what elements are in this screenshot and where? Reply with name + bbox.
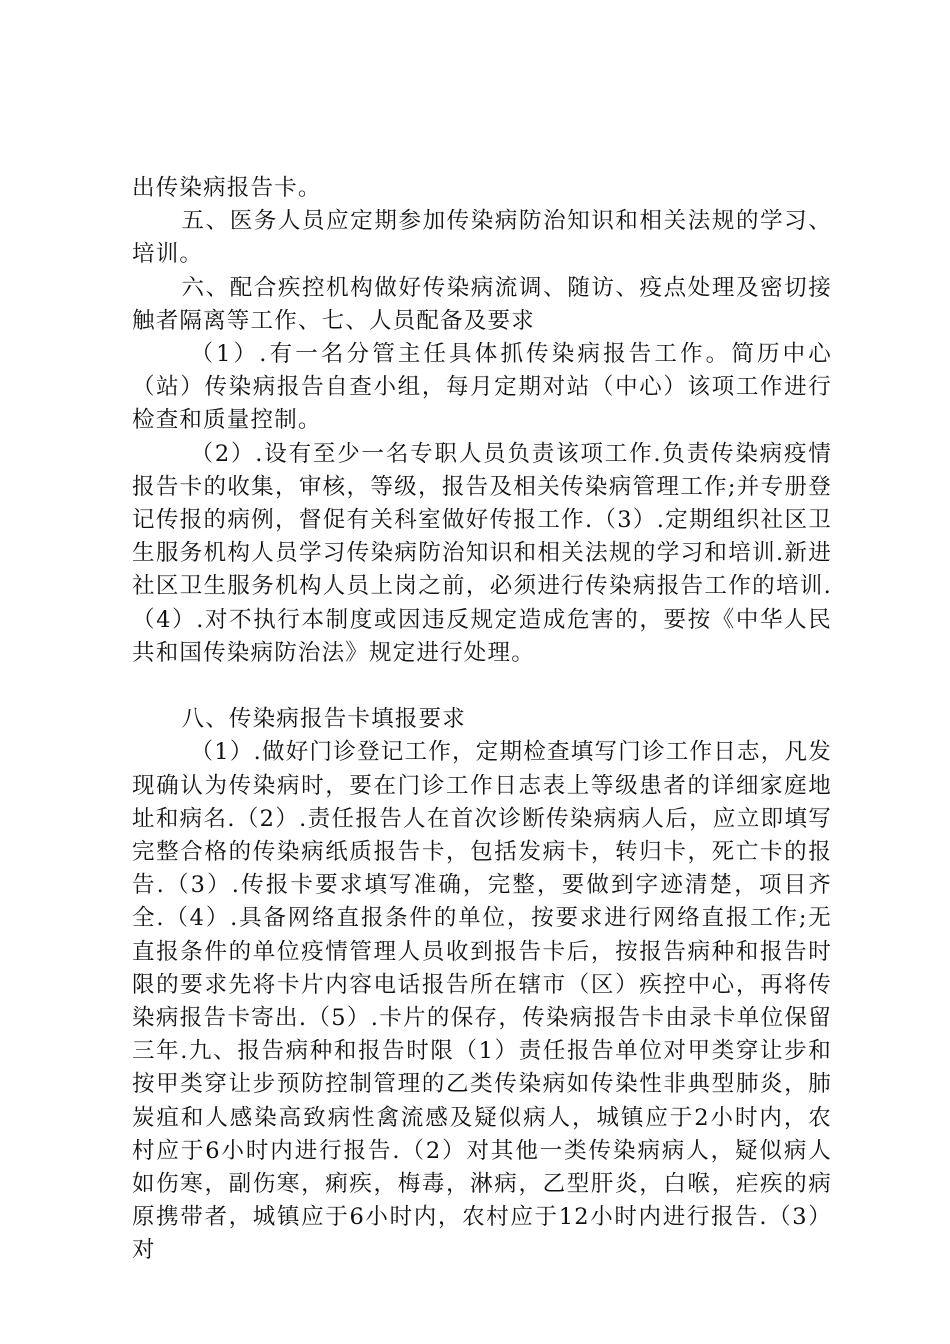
paragraph-staffing-2: （2）.设有至少一名专职人员负责该项工作.负责传染病疫情报告卡的收集，审核，等级，报告及相关传染病管理工作;并专册登记传报的病例，督促有关科室做好传报工作.（3）.定期组织社区卫生服务机构人员学习传染病防治知识和相关法规的学习和培训.新进社区卫生服务机构人员上岗之前，必须进行传染病报告工作的培训.（4）.对不执行本制度或因违反规定造成危害的，要按《中华人民共和国传染病防治法》规定进行处理。	[132, 440, 832, 666]
section-heading-8: 八、传染病报告卡填报要求	[181, 706, 466, 733]
paragraph-item-6: 六、配合疾控机构做好传染病流调、随访、疫点处理及密切接触者隔离等工作、七、人员配备及要求	[132, 274, 832, 334]
paragraph-gap	[132, 670, 832, 703]
document-body	[132, 172, 832, 1268]
paragraph-continuation: 出传染病报告卡。	[132, 175, 322, 201]
paragraph-report-requirements: （1）.做好门诊登记工作，定期检查填写门诊工作日志，凡发现确认为传染病时，要在门诊工作日志表上等级患者的详细家庭地址和病名.（2）.责任报告人在首次诊断传染病病人后，应立即填写完整合格的传染病纸质报告卡，包括发病卡，转归卡，死亡卡的报告.（3）.传报卡要求填写准确，完整，要做到字迹清楚，项目齐全.（4）.具备网络直报条件的单位，按要求进行网络直报工作;无直报条件的单位疫情管理人员收到报告卡后，按报告病种和报告时限的要求先将卡片内容电话报告所在辖市（区）疾控中心，再将传染病报告卡寄出.（5）.卡片的保存，传染病报告卡由录卡单位保留三年.九、报告病种和报告时限（1）责任报告单位对甲类穿让步和按甲类穿让步预防控制管理的乙类传染病如传染性非典型肺炎，肺炭疽和人感染高致病性禽流感及疑似病人，城镇应于2小时内，农村应于6小时内进行报告.（2）对其他一类传染病病人，疑似病人如伤寒，副伤寒，痢疾，梅毒，淋病，乙型肝炎，白喉，疟疾的病原携带者，城镇应于6小时内，农村应于12小时内进行报告.（3）对	[132, 739, 832, 1264]
paragraph-staffing-1: （1）.有一名分管主任具体抓传染病报告工作。简历中心（站）传染病报告自查小组，每月定期对站（中心）该项工作进行检查和质量控制。	[132, 341, 832, 434]
paragraph-item-5: 五、医务人员应定期参加传染病防治知识和相关法规的学习、培训。	[132, 208, 832, 268]
